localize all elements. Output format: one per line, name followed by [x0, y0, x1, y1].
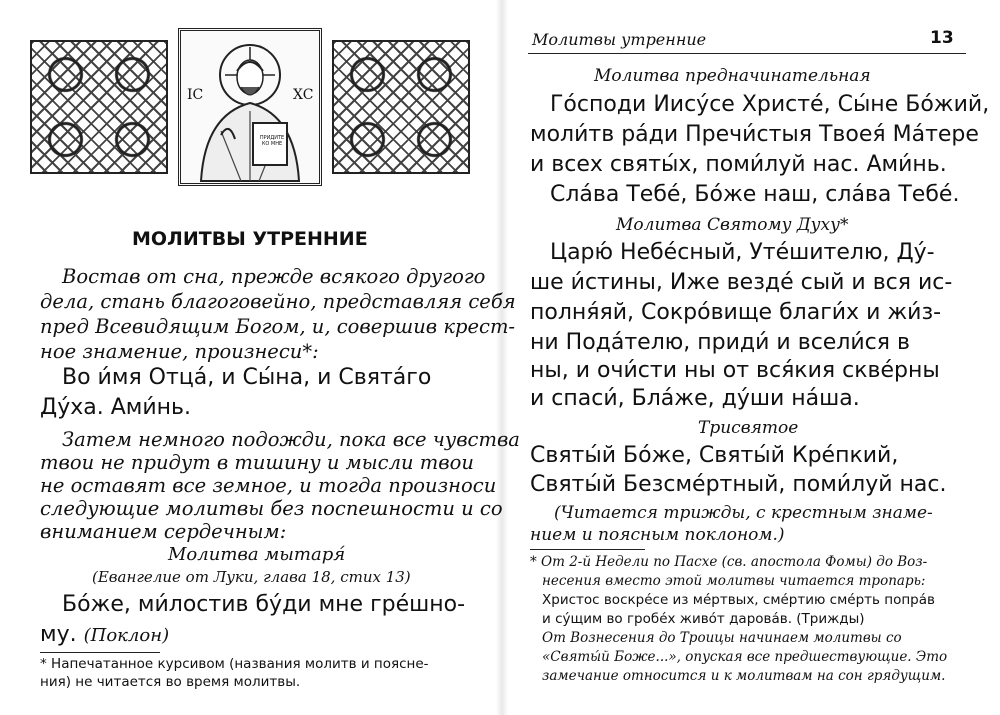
- intro-line: дела, стань благоговейно, представляя себя: [40, 290, 516, 313]
- footnote-line: ния) не читается во время молитвы.: [40, 674, 301, 690]
- intro-line: пред Всевидящим Богом, и, совершив крест-: [40, 315, 516, 338]
- prayer-line: и всех святы́х, поми́луй нас. Ами́нь.: [530, 152, 947, 177]
- prayer-line: Ду́ха. Ами́нь.: [40, 395, 191, 420]
- right-knotwork-ornament: [332, 40, 470, 174]
- prayer-line: Святы́й Бо́же, Святы́й Кре́пкий,: [530, 443, 899, 468]
- prayer-line: Сла́ва Тебе́, Бо́же наш, сла́ва Тебе́.: [550, 182, 960, 207]
- footnote-rule: [530, 549, 645, 550]
- page-number: 13: [930, 28, 954, 48]
- prayer-line: ны, и очи́сти ны от вся́кия скве́рны: [530, 358, 940, 383]
- instruction-line: твои не придут в тишину и мысли твои: [40, 451, 474, 474]
- footnote-line: * Напечатанное курсивом (названия молитв и поясне-: [40, 656, 429, 672]
- icon-label-ic: IC: [187, 87, 204, 103]
- prayer-line: ни Пода́телю, приди́ и всели́ся в: [530, 330, 910, 355]
- prayer-line: Бо́же, ми́лостив бу́ди мне гре́шно-: [62, 592, 466, 617]
- instruction-line: следующие молитвы без поспешности и со: [40, 497, 503, 520]
- instruction-line: Затем немного подожди, пока все чувства: [62, 428, 520, 451]
- trizhdy-line: (Читается трижды, с крестным знаме-: [554, 503, 933, 523]
- footnote-line: несения вместо этой молитвы читается тропарь:: [542, 573, 926, 589]
- page-title: МОЛИТВЫ УТРЕННИЕ: [132, 228, 368, 250]
- prayer-line: ше и́стины, Иже везде́ сый и вся ис-: [530, 270, 953, 295]
- heading-svyatomu-dukhu: Молитва Святому Духу*: [616, 215, 849, 235]
- christ-icon-image: [178, 28, 322, 186]
- heading-mytar: Молитва мытаря́: [168, 544, 346, 565]
- header-ornament: [30, 28, 470, 186]
- prayer-line: Во и́мя Отца́, и Сы́на, и Свята́го: [62, 365, 432, 390]
- right-page: [508, 0, 1000, 715]
- footnote-line: Христос воскре́се из ме́ртвых, сме́ртию сме́рть попра́в: [542, 592, 935, 608]
- footnote-rule: [40, 652, 160, 653]
- heading-prednachinatelnaya: Молитва предначинательная: [594, 66, 871, 86]
- instruction-line: не оставят все земное, и тогда произноси: [40, 474, 497, 497]
- prayer-line: Царю́ Небе́сный, Уте́шителю, Ду́-: [550, 240, 935, 265]
- header-rule: [528, 53, 966, 54]
- trizhdy-line: нием и поясным поклоном.): [530, 525, 785, 545]
- footnote-line: «Святы́й Боже...», опуская все предшествующие. Это: [542, 649, 948, 665]
- prayer-line: моли́тв ра́ди Пречи́стыя Твоея́ Ма́тере: [530, 122, 979, 147]
- prayer-line: Святы́й Безсме́ртный, поми́луй нас.: [530, 472, 947, 497]
- left-knotwork-ornament: [30, 40, 168, 174]
- footnote-line: От Вознесения до Троицы начинаем молитвы со: [542, 630, 902, 646]
- heading-trisvyatoe: Трисвятое: [698, 418, 799, 438]
- footnote-line: * От 2-й Недели по Пасхе (св. апостола Фомы) до Воз-: [530, 554, 928, 570]
- prayer-line: Го́споди Иису́се Христе́, Сы́не Бо́жий,: [550, 92, 990, 117]
- poklon-note: (Поклон): [83, 625, 170, 646]
- footnote-line: замечание относится и к молитвам на сон грядущим.: [542, 668, 946, 684]
- running-head: Молитвы утренние: [532, 30, 707, 49]
- intro-line: ное знамение, произнеси*:: [40, 340, 319, 363]
- icon-book-text: ПРИДИТЕ КО МНЕ: [259, 135, 285, 147]
- prayer-line: полня́яй, Сокро́вище благи́х и жи́з-: [530, 300, 942, 325]
- gospel-reference: (Евангелие от Луки, глава 18, стих 13): [92, 568, 411, 586]
- intro-line: Востав от сна, прежде всякого другого: [62, 265, 486, 288]
- instruction-line: вниманием сердечным:: [40, 520, 287, 543]
- footnote-line: и су́щим во гробе́х живо́т дарова́в. (Трижды): [542, 611, 865, 627]
- prayer-line: и спаси́, Бла́же, ду́ши на́ша.: [530, 386, 860, 411]
- christ-pantocrator-icon: [181, 31, 319, 183]
- prayer-line: му.: [40, 622, 77, 647]
- icon-label-xc: XC: [293, 87, 314, 103]
